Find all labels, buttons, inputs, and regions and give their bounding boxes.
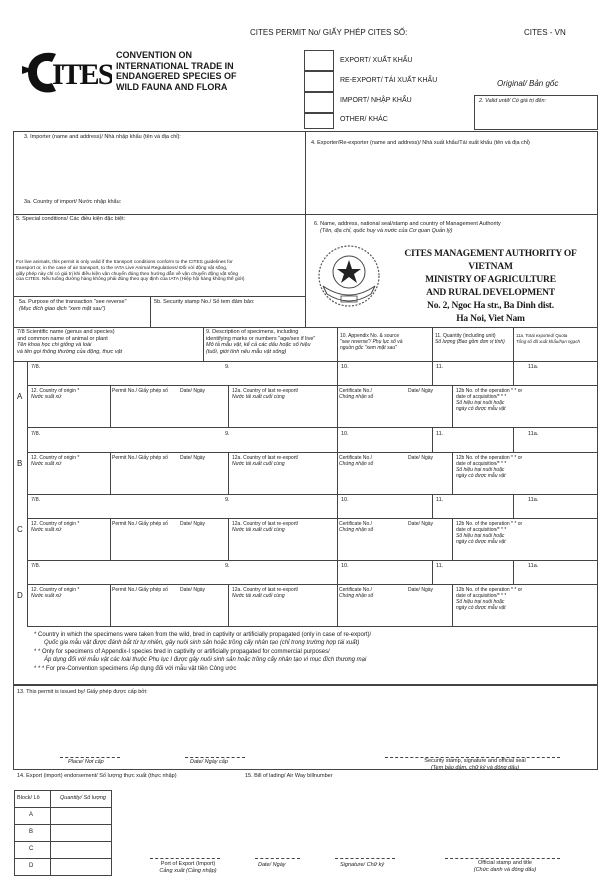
row-c-specimen-field[interactable] [30,503,330,517]
row-c-certificate: Certificate No./ Chứng nhận số [339,521,374,533]
live-animals-note: For live animals, this permit is only valid if the transport conditions conform to the CITES guidelines for transport or, in the case of air transport, to the IATA Live Animal Regulations/ Đối với động vật sống, giấy phép này chỉ có giá trị khi điều kiện vận chuyển đúng theo hướng dẫn về vận chuyển động vật sống của CITES. Nếu tuống đường hàng không phải đúng theo quy định của IATA (Hiệp hội hàng không thế giới) [16,260,245,283]
row-d-r11: 11. [436,563,444,569]
convention-title: CONVENTION ON INTERNATIONAL TRADE IN ENDANGERED SPECIES OF WILD FAUNA AND FLORA [116,50,237,92]
type-reexport-label: RE-EXPORT/ TÁI XUẤT KHẨU [340,77,438,84]
block-a: A [29,812,34,818]
cites-logo [22,46,112,98]
row-b-date: Date/ Ngày [180,455,206,461]
type-export-label: EXPORT/ XUẤT KHẨU [340,57,413,64]
row-c-reexport: 12a. Country of last re-export/ Nước tái xuất cuối cùng [232,521,299,533]
exporter-label: 4. Exporter/Re-exporter (name and address)/ Nhà xuất khẩu/Tái xuất khẩu (tên và địa chỉ) [311,140,530,146]
row-c-r9: 9. [225,497,230,503]
row-d-date2: Date/ Ngày [408,587,434,593]
col-total-exported: 11a. Total exported/ Quota Tổng số đã xuất khẩu/hạn ngạch [516,333,580,344]
bill-of-lading-label: 15. Bill of lading/ Air Way billnumber [245,773,333,779]
country-import-label: 3a. Country of import/ Nước nhập khẩu: [24,199,122,205]
block-c: C [29,846,34,852]
row-d-origin: 12. Country of origin * Nước xuất xứ [31,587,80,599]
row-a-letter: A [17,392,23,401]
row-a-r9: 9. [225,364,230,370]
row-d-operation: 12b No. of the operation * * or date of acquisition/* * * Số hiệu trại nuôi hoặc ngày có được mẫu vật [456,587,523,611]
row-d-r10: 10. [341,563,349,569]
row-a-origin: 12. Country of origin * Nước xuất xứ [31,388,80,400]
row-a-r10: 10. [341,364,349,370]
block-b: B [29,829,34,835]
row-b-r11a: 11a. [528,431,539,437]
special-conditions-label: 5. Special conditions/ Các điều kiện đặc biệt: [16,216,126,222]
row-b-r11: 11. [436,431,444,437]
purpose-label: 5a. Purpose of the transaction "see reverse" (Mục đích giao dịch "xem mặt sau") [19,299,127,312]
date-issued-label: Date/ Ngày cấp [190,759,228,765]
footnotes: * Country in which the specimens were taken from the wild, bred in captivity or artificially propagated (only in case of re-export)/ Quốc gia mẫu vật được đánh bắt từ tự nhiên, gây nuôi sinh sản hoặc trồng cấy nhân tạo (chỉ trong trường hợp tái xuất) * * Only for specimens of Appendix-I species bred in captivity or artificially propagated for commercial purposes/ Áp dụng đối với mẫu vật các loài thuộc Phụ lục I được gây nuôi sinh sản hoặc trồng cấy nhân tạo vì mục đích thương mại * * * For pre-Convention specimens /Áp dụng đối với mẫu vật tiền Công ước [34,632,372,672]
permit-number-label: CITES PERMIT No/ GIẤY PHÉP CITES SỐ: [250,28,408,37]
row-b-operation: 12b No. of the operation * * or date of acquisition/* * * Số hiệu trại nuôi hoặc ngày có được mẫu vật [456,455,523,479]
row-d-specimen-field[interactable] [30,569,330,583]
official-stamp-label: Official stamp and title (Chức danh và đóng dấu) [473,860,537,873]
row-a-r78: 7/8. [31,364,41,370]
row-b-letter: B [17,459,23,468]
row-c-r11: 11. [436,497,444,503]
row-c-date2: Date/ Ngày [408,521,434,527]
svg-text:ITES: ITES [52,58,112,91]
row-a-date2: Date/ Ngày [408,388,434,394]
row-d-r78: 7/8. [31,563,41,569]
row-d-letter: D [17,591,23,600]
block-d: D [29,863,34,869]
export-checkbox[interactable] [304,50,334,71]
row-c-permit: Permit No./ Giấy phép số [112,521,168,527]
reexport-checkbox[interactable] [304,71,334,92]
valid-until-label: 2. Valid until/ Có giá trị đến: [479,98,547,104]
row-d-reexport: 12a. Country of last re-export/ Nước tái xuất cuối cùng [232,587,299,599]
row-c-operation: 12b No. of the operation * * or date of acquisition/* * * Số hiệu trại nuôi hoặc ngày có được mẫu vật [456,521,523,545]
row-d-r11a: 11a. [528,563,539,569]
row-d-certificate: Certificate No./ Chứng nhận số [339,587,374,599]
original-label: Original/ Bản gốc [497,79,559,88]
importer-label: 3. Importer (name and address)/ Nhà nhập khẩu (tên và địa chỉ): [24,134,181,140]
row-a-date: Date/ Ngày [180,388,206,394]
row-a-operation: 12b No. of the operation * * or date of acquisition/* * * Số hiệu trại nuôi hoặc ngày có được mẫu vật [456,388,523,412]
type-import-label: IMPORT/ NHẬP KHẨU [340,97,412,104]
port-label: Port of Export (Import) Cảng xuất (Cảng nhập) [159,861,217,874]
country-code: CITES - VN [524,28,566,37]
row-b-reexport: 12a. Country of last re-export/ Nước tái xuất cuối cùng [232,455,299,467]
row-c-origin: 12. Country of origin * Nước xuất xứ [31,521,80,533]
national-emblem-icon [313,242,385,314]
row-c-date: Date/ Ngày [180,521,206,527]
col-appendix: 10. Appendix No. & source "see reverse"/ Phụ lục số và nguồn gốc "xem mặt sau" [340,333,403,351]
row-a-r11a: 11a. [528,364,539,370]
management-authority-label: 6. Name, address, national seal/stamp and country of Management Authority (Tên, địa chỉ, quốc huy và nước của Cơ quan Quản lý) [314,221,501,234]
row-c-r78: 7/8. [31,497,41,503]
row-b-r9: 9. [225,431,230,437]
row-c-r10: 10. [341,497,349,503]
row-a-specimen-field[interactable] [30,370,330,384]
row-a-permit: Permit No./ Giấy phép số [112,388,168,394]
row-d-date: Date/ Ngày [180,587,206,593]
endorsement-label: 14. Export (import) endorsement/ Số lượng thực xuất (thực nhập) [17,773,177,779]
row-a-r11: 11. [436,364,444,370]
date-endorse-label: Date/ Ngày [258,862,286,868]
management-authority-address: CITES MANAGEMENT AUTHORITY OF VIETNAM MINISTRY OF AGRICULTURE AND RURAL DEVELOPMENT No. 2, Ngoc Ha str., Ba Dinh dist. Ha Noi, Viet Nam [404,249,577,324]
valid-until-field[interactable] [474,95,598,130]
signature-label: Signature/ Chữ ký [340,862,385,868]
exporter-field[interactable] [311,152,596,210]
row-a-reexport: 12a. Country of last re-export/ Nước tái xuất cuối cùng [232,388,299,400]
row-c-letter: C [17,525,23,534]
row-b-certificate: Certificate No./ Chứng nhận số [339,455,374,467]
issued-by-label: 13. This permit is issued by/ Giấy phép được cấp bởi: [17,689,148,695]
import-checkbox[interactable] [304,92,334,113]
type-other-label: OTHER/ KHÁC [340,116,388,123]
row-a-certificate: Certificate No./ Chứng nhận số [339,388,374,400]
col-description: 9. Description of specimens, including identifying marks or numbers "age/sex if live" Mô tả mẫu vật, kể cả các dấu hoặc số hiệu (tuổi, giới tính nếu mẫu vật sống) [206,329,316,355]
security-stamp-label: 5b. Security stamp No./ Số tem đảm bảo: [154,299,255,305]
row-b-r78: 7/8. [31,431,41,437]
row-b-date2: Date/ Ngày [408,455,434,461]
row-b-r10: 10. [341,431,349,437]
row-b-specimen-field[interactable] [30,437,330,451]
security-signature-label: Security stamp, signature and official seal (Tem bảo đảm, chữ ký và đóng dấu) [424,758,526,771]
col-quantity: 11. Quantity (including unit) Số lượng (Bao gồm đơn vị tính) [435,333,505,345]
col-scientific-name: 7/8 Scientific name (genus and species) and common name of animal or plant Tên khoa học chi giống và loài và tên gọi thông thường của động, thực vật [17,329,123,355]
importer-field[interactable] [20,144,300,192]
block-header: Block/ Lô [17,795,40,801]
row-c-r11a: 11a. [528,497,539,503]
place-label: Place/ Nơi cấp [68,759,104,765]
row-b-origin: 12. Country of origin * Nước xuất xứ [31,455,80,467]
quantity-header: Quantity/ Số lượng [60,795,106,801]
row-b-permit: Permit No./ Giấy phép số [112,455,168,461]
other-checkbox[interactable] [304,113,334,129]
row-d-permit: Permit No./ Giấy phép số [112,587,168,593]
row-d-r9: 9. [225,563,230,569]
